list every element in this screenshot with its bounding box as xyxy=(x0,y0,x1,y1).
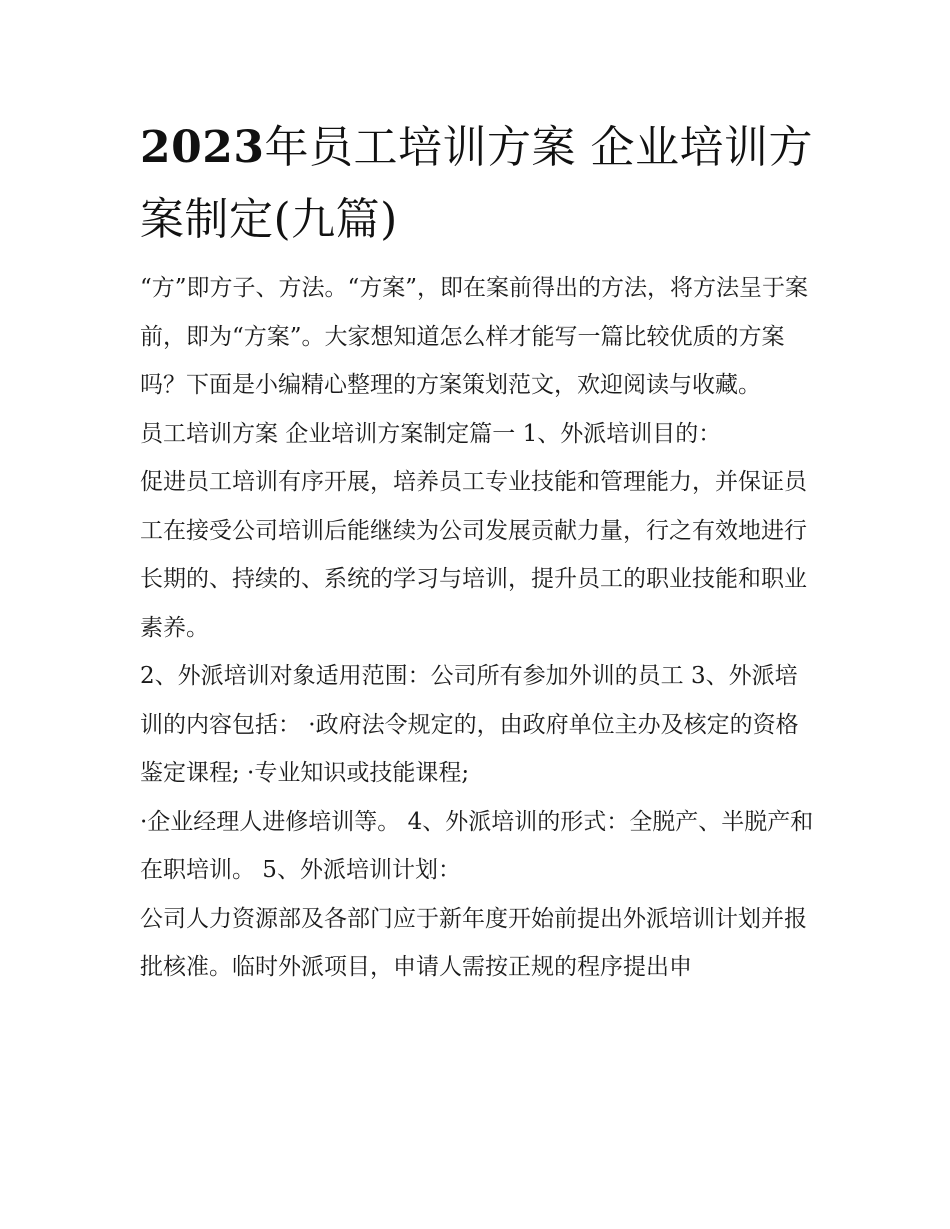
title-text: 年员工培训方案 企业培训方案制定(九篇) xyxy=(140,122,813,245)
intro-paragraph: “方”即方子、方法。“方案”，即在案前得出的方法，将方法呈于案前，即为“方案”。大家想知道怎么样才能写一篇比较优质的方案吗？下面是小编精心整理的方案策划范文，欢迎阅读与收藏。 xyxy=(140,275,809,398)
title-year: 2023 xyxy=(140,122,265,173)
section-heading: 员工培训方案 企业培训方案制定篇一 1、外派培训目的： xyxy=(140,420,722,447)
body-paragraph: 2、外派培训对象适用范围：公司所有参加外训的员工 3、外派培训的内容包括： ·政府法令规定的，由政府单位主办及核定的资格鉴定课程; ·专业知识或技能课程; xyxy=(140,663,799,786)
document-body xyxy=(140,112,820,992)
body-paragraph: 公司人力资源部及各部门应于新年度开始前提出外派培训计划并报批核准。临时外派项目，申请人需按正规的程序提出申 xyxy=(140,905,807,980)
body-paragraph: ·企业经理人进修培训等。 4、外派培训的形式：全脱产、半脱产和在职培训。 5、外派培训计划： xyxy=(140,808,814,883)
document-title xyxy=(140,112,820,256)
body-paragraph: 促进员工培训有序开展，培养员工专业技能和管理能力，并保证员工在接受公司培训后能继续为公司发展贡献力量，行之有效地进行长期的、持续的、系统的学习与培训，提升员工的职业技能和职业素养。 xyxy=(140,469,807,641)
